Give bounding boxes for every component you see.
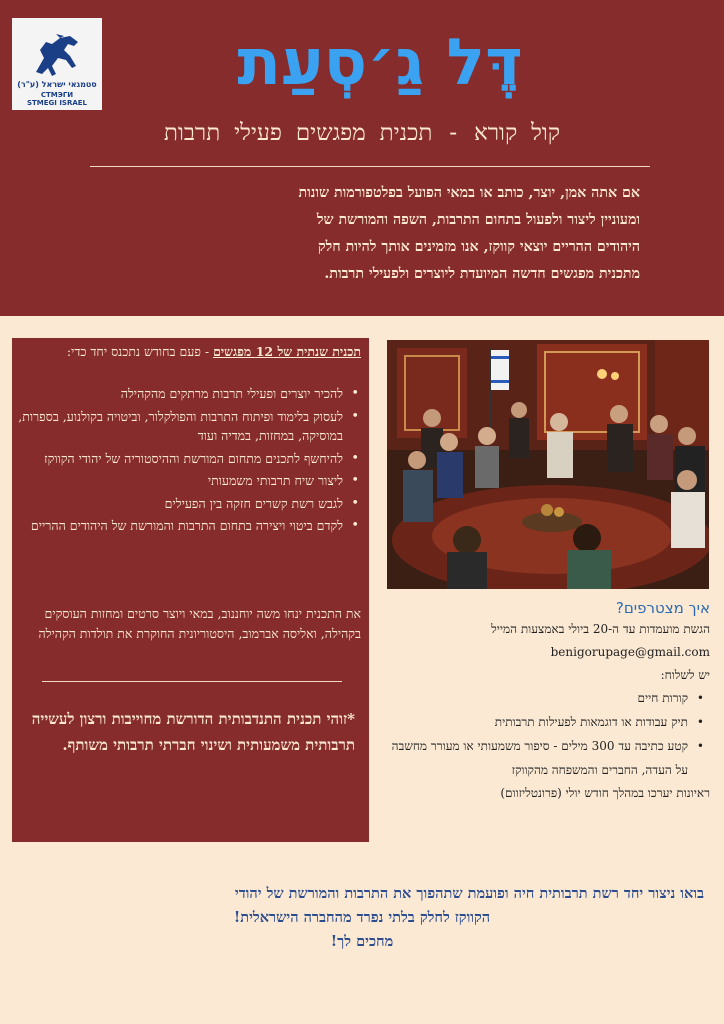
interviews-text: ראיונות יערכו במהלך חודש יולי (פרונטליזוום) bbox=[500, 786, 710, 800]
list-item: • קורות חיים bbox=[380, 686, 688, 710]
contact-email[interactable]: benigorupage@gmail.com bbox=[550, 645, 710, 659]
list-item: • להיחשף לתכנים מתחום המורשת וההיסטוריה של יהודי הקווקז bbox=[0, 449, 343, 469]
page-subtitle: קול קורא - תכנית מפגשים פעילי תרבות bbox=[163, 120, 561, 146]
volunteer-note: *זוהי תכנית התנדבותית הדורשת מחוייבות ורצון לעשייה תרבותית משמעותית ושינוי חברתי תרבותי משותף. bbox=[31, 710, 355, 754]
logo-hebrew-text: סטמגאי ישראל (ע"ר) bbox=[17, 80, 97, 89]
list-item: • לגבש רשת קשרים חזקה בין הפעילים bbox=[0, 494, 343, 514]
logo-russian-text: СТМЭГИ STMEGI ISRAEL bbox=[26, 91, 88, 107]
closing-line: הקווקז לחלק בלתי נפרד מהחברה הישראלית! bbox=[233, 909, 491, 926]
list-item: • תיק עבודות או דוגמאות לפעילות תרבותית bbox=[380, 710, 688, 734]
horse-icon bbox=[30, 32, 84, 80]
closing-call bbox=[20, 882, 704, 954]
send-label: יש לשלוח: bbox=[660, 668, 710, 682]
divider bbox=[42, 681, 342, 682]
program-goals-list bbox=[0, 384, 361, 539]
stmegi-logo bbox=[12, 18, 102, 110]
list-item: • לעסוק בלימוד ופיתוח התרבות והפולקלור, וביטויה בקולנוע, בספרות, במוסיקה, במחזות, במדיה ועוד bbox=[0, 407, 343, 446]
page-title: דֶּל גַ׳סְעַת bbox=[237, 26, 523, 100]
deadline-text: הגשת מועמדות עד ה-20 ביולי באמצעות המייל bbox=[491, 622, 710, 636]
header-band bbox=[0, 0, 724, 316]
closing-line: מחכים לך! bbox=[330, 933, 394, 950]
program-heading: תכנית שנתית של 12 מפגשים - פעם בחודש נתכנס יחד כדי: bbox=[66, 344, 361, 359]
list-item: • ליצור שיח תרבותי משמעותי bbox=[0, 471, 343, 491]
intro-paragraph: אם אתה אמן, יוצר, כותב או במאי הפועל בפלטפורמות שונות ומעוניין ליצור ולפעול בתחום התרבות, השפה והמורשת של היהודים ההריים יוצאי קווקז, אנו מזמינים אותך להיות חלק מתכנית מפגשים חדשה המיועדת ליוצרים ולפעילי תרבות. bbox=[298, 185, 640, 282]
closing-line: בואו ניצור יחד רשת תרבותית חיה ופועמת שתהפוך את התרבות והמורשת של יהודי bbox=[234, 885, 704, 902]
how-to-join-section bbox=[380, 598, 710, 804]
how-to-join-heading: איך מצטרפים? bbox=[615, 599, 710, 617]
requirements-list bbox=[380, 686, 710, 782]
list-item: • קטע כתיבה עד 300 מילים - סיפור משמעותי או מעורר מחשבה על העדה, החברים והמשפחה מהקווקז bbox=[380, 734, 688, 782]
list-item: • לקדם ביטוי ויצירה בתחום התרבות והמורשת של היהודים ההריים bbox=[0, 516, 343, 536]
gathering-photo bbox=[387, 340, 709, 589]
guides-paragraph: את התכנית ינחו משה יוחננוב, במאי ויוצר סרטים ומחזות העוסקים בקהילה, ואליסה אברמוב, היסטוריונית החוקרת את תולדות הקהילה bbox=[38, 606, 361, 641]
program-details-box bbox=[12, 338, 369, 842]
divider bbox=[90, 166, 650, 167]
list-item: • להכיר יוצרים ופעילי תרבות מרתקים מהקהילה bbox=[0, 384, 343, 404]
